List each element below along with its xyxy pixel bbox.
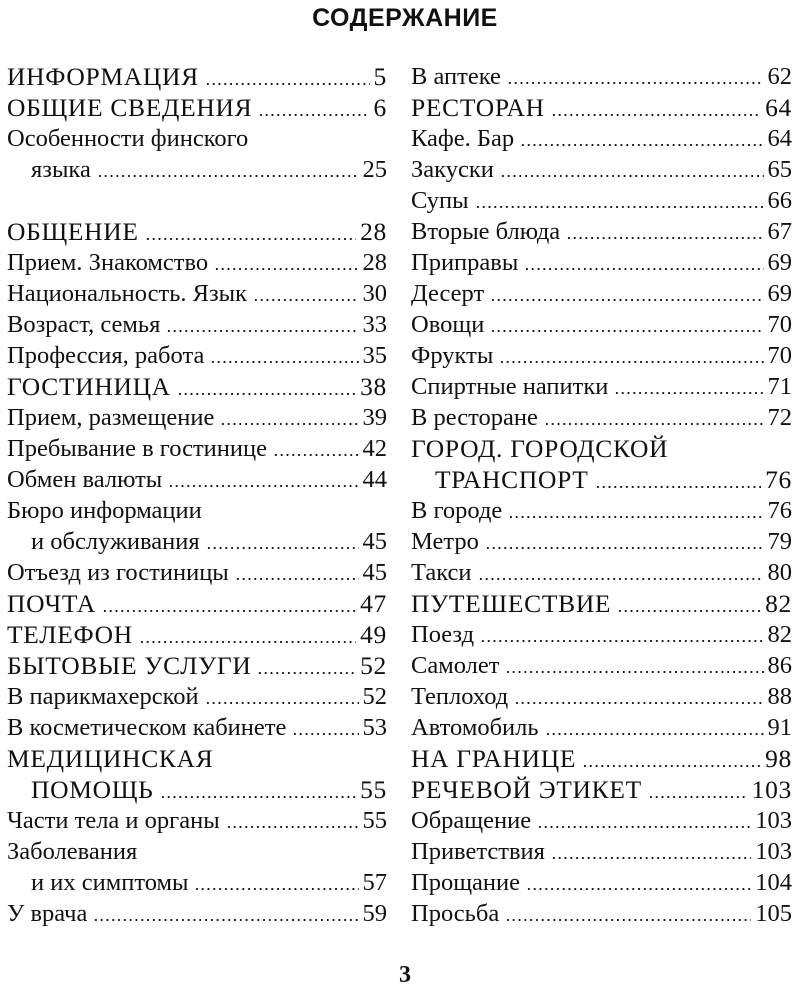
toc-page-number: 25 — [362, 156, 387, 183]
toc-entry-label: Теплоход — [411, 683, 509, 710]
toc-entry[interactable] — [7, 867, 387, 898]
toc-entry[interactable] — [411, 247, 792, 278]
toc-entry-label: ТРАНСПОРТ — [435, 465, 589, 494]
leader-dots — [205, 83, 370, 85]
toc-entry[interactable] — [411, 154, 792, 185]
toc-entry-label: Овощи — [411, 311, 485, 338]
leader-dots — [508, 516, 763, 518]
spacer — [7, 185, 387, 216]
leader-dots — [490, 299, 763, 301]
leader-dots — [205, 702, 359, 704]
leader-dots — [478, 578, 764, 580]
toc-entry[interactable] — [411, 216, 792, 247]
toc-page-number: 76 — [767, 497, 792, 524]
toc-page-number: 52 — [360, 651, 387, 680]
toc-entry[interactable] — [7, 92, 387, 123]
toc-entry-label: и обслуживания — [31, 528, 200, 555]
toc-page-number: 64 — [767, 125, 792, 152]
toc-entry-label: ОБЩИЕ СВЕДЕНИЯ — [7, 93, 253, 122]
toc-entry[interactable] — [7, 898, 387, 929]
toc-entry-label: ОБЩЕНИЕ — [7, 217, 139, 246]
toc-entry[interactable] — [411, 681, 792, 712]
leader-dots — [595, 486, 762, 488]
leader-dots — [475, 206, 764, 208]
toc-page-number: 64 — [765, 93, 792, 122]
toc-entry[interactable] — [411, 743, 792, 774]
toc-entry[interactable] — [7, 216, 387, 247]
toc-entry[interactable] — [411, 588, 792, 619]
toc-entry-label: В ресторане — [411, 404, 538, 431]
toc-entry-label: Поезд — [411, 621, 475, 648]
toc-page-number: 82 — [767, 621, 792, 648]
toc-entry[interactable] — [411, 123, 792, 154]
leader-dots — [253, 299, 359, 301]
toc-page-number: 33 — [362, 311, 387, 338]
toc-entry-line1[interactable]: МЕДИЦИНСКАЯ — [7, 744, 214, 773]
toc-entry[interactable] — [7, 650, 387, 681]
toc-entry[interactable] — [7, 433, 387, 464]
toc-entry[interactable] — [411, 371, 792, 402]
toc-page-number: 5 — [373, 62, 387, 91]
toc-page-number: 55 — [362, 807, 387, 834]
toc-entry-label: языка — [31, 156, 91, 183]
toc-entry[interactable] — [7, 402, 387, 433]
toc-page-number: 45 — [362, 528, 387, 555]
toc-entry-label: Самолет — [411, 652, 500, 679]
toc-entry-label: ТЕЛЕФОН — [7, 620, 133, 649]
toc-entry[interactable] — [411, 92, 792, 123]
toc-page-number: 65 — [767, 156, 792, 183]
toc-page-number: 71 — [767, 373, 792, 400]
toc-page-number: 49 — [360, 620, 387, 649]
toc-entry[interactable] — [411, 836, 792, 867]
toc-page-number: 53 — [362, 714, 387, 741]
leader-dots — [139, 641, 356, 643]
toc-page-number: 104 — [755, 869, 792, 896]
toc-entry[interactable] — [7, 774, 387, 805]
toc-entry-label: Прием, размещение — [7, 404, 215, 431]
toc-entry[interactable] — [7, 464, 387, 495]
toc-page-number: 59 — [362, 900, 387, 927]
leader-dots — [614, 392, 763, 394]
toc-entry-label: и их симптомы — [31, 869, 189, 896]
page-title: СОДЕРЖАНИЕ — [312, 4, 498, 32]
toc-page-number: 57 — [362, 869, 387, 896]
toc-column-right — [411, 61, 792, 929]
toc-entry-label: Кафе. Бар — [411, 125, 515, 152]
toc-entry[interactable] — [411, 712, 792, 743]
toc-page-number: 88 — [767, 683, 792, 710]
toc-entry-label: Прощание — [411, 869, 521, 896]
toc-entry-label: Фрукты — [411, 342, 494, 369]
leader-dots — [226, 826, 359, 828]
toc-entry[interactable] — [411, 61, 792, 92]
toc-page-number: 86 — [767, 652, 792, 679]
toc-entry[interactable] — [411, 867, 792, 898]
toc-entry-label: Такси — [411, 559, 472, 586]
toc-entry-label: Обмен валюты — [7, 466, 163, 493]
toc-entry[interactable] — [7, 278, 387, 309]
toc-page-number: 70 — [767, 342, 792, 369]
leader-dots — [480, 640, 763, 642]
toc-page-number: 67 — [767, 218, 792, 245]
toc-entry[interactable] — [7, 712, 387, 743]
leader-dots — [566, 237, 763, 239]
toc-page-number: 69 — [767, 280, 792, 307]
toc-page-number: 103 — [755, 807, 792, 834]
leader-dots — [500, 175, 764, 177]
toc-page-number: 76 — [765, 465, 792, 494]
toc-entry[interactable] — [7, 371, 387, 402]
toc-page-number: 28 — [362, 249, 387, 276]
toc-page-number: 62 — [767, 63, 792, 90]
toc-entry-label: Приветствия — [411, 838, 545, 865]
toc-entry-label: В косметическом кабинете — [7, 714, 287, 741]
toc-entry[interactable] — [411, 495, 792, 526]
leader-dots — [97, 175, 359, 177]
toc-page-number: 28 — [360, 217, 387, 246]
toc-entry-label: Отъезд из гостиницы — [7, 559, 229, 586]
toc-entry[interactable] — [7, 154, 387, 185]
toc-entry-label: ПОЧТА — [7, 589, 96, 618]
leader-dots — [551, 857, 751, 859]
toc-entry-label: Автомобиль — [411, 714, 539, 741]
toc-entry-label: ПОМОЩЬ — [31, 775, 154, 804]
toc-page-number: 45 — [362, 559, 387, 586]
leader-dots — [168, 485, 358, 487]
toc-entry[interactable] — [7, 247, 387, 278]
toc-page-number: 69 — [767, 249, 792, 276]
toc-page-number: 38 — [360, 372, 387, 401]
toc-entry[interactable] — [411, 898, 792, 929]
leader-dots — [166, 330, 358, 332]
toc-page-number: 103 — [751, 775, 792, 804]
leader-dots — [206, 547, 359, 549]
toc-entry-label: Возраст, семья — [7, 311, 161, 338]
toc-page-number: 66 — [767, 187, 792, 214]
toc-entry-label: Десерт — [411, 280, 485, 307]
toc-entry[interactable] — [411, 309, 792, 340]
toc-entry-label: ГОСТИНИЦА — [7, 372, 171, 401]
leader-dots — [102, 610, 356, 612]
leader-dots — [544, 423, 764, 425]
toc-page-number: 103 — [755, 838, 792, 865]
toc-entry-label: В парикмахерской — [7, 683, 199, 710]
toc-page-number: 42 — [362, 435, 387, 462]
toc-page-number: 79 — [767, 528, 792, 555]
toc-entry[interactable] — [411, 805, 792, 836]
leader-dots — [210, 361, 358, 363]
toc-entry-line1[interactable]: Бюро информации — [7, 497, 202, 524]
toc-entry[interactable] — [7, 61, 387, 92]
toc-column-left — [7, 61, 387, 929]
toc-page-number: 91 — [767, 714, 792, 741]
leader-dots — [194, 888, 358, 890]
toc-entry-label: В аптеке — [411, 63, 501, 90]
toc-entry[interactable] — [7, 526, 387, 557]
page-number: 3 — [399, 962, 411, 988]
toc-page-number: 105 — [755, 900, 792, 927]
toc-entry-label: Метро — [411, 528, 479, 555]
leader-dots — [485, 547, 764, 549]
leader-dots — [257, 672, 356, 674]
toc-entry-line1[interactable]: Заболевания — [7, 838, 138, 865]
leader-dots — [537, 826, 751, 828]
toc-page-number: 44 — [362, 466, 387, 493]
toc-page-number: 6 — [373, 93, 387, 122]
toc-page-number: 80 — [767, 559, 792, 586]
toc-entry[interactable] — [411, 340, 792, 371]
toc-page-number: 72 — [767, 404, 792, 431]
toc-entry[interactable] — [7, 681, 387, 712]
toc-page-number: 52 — [362, 683, 387, 710]
toc-page-number: 35 — [362, 342, 387, 369]
toc-entry-label: Пребывание в гостинице — [7, 435, 267, 462]
leader-dots — [258, 114, 369, 116]
toc-page-number: 47 — [360, 589, 387, 618]
toc-entry-label: ИНФОРМАЦИЯ — [7, 62, 199, 91]
toc-page-number: 70 — [767, 311, 792, 338]
toc-entry-label: Вторые блюда — [411, 218, 561, 245]
toc-entry-label: В городе — [411, 497, 503, 524]
leader-dots — [292, 733, 358, 735]
toc-entry[interactable] — [411, 557, 792, 588]
toc-page-number: 82 — [765, 589, 792, 618]
toc-entry-label: Супы — [411, 187, 469, 214]
leader-dots — [526, 888, 751, 890]
toc-page-number: 98 — [765, 744, 792, 773]
toc-entry-line1[interactable]: Особенности финского — [7, 125, 249, 152]
toc-entry-label: РЕСТОРАН — [411, 93, 545, 122]
leader-dots — [93, 919, 358, 921]
toc-entry[interactable] — [411, 526, 792, 557]
leader-dots — [505, 919, 751, 921]
toc-entry[interactable] — [7, 557, 387, 588]
leader-dots — [524, 268, 763, 270]
toc-entry[interactable] — [411, 402, 792, 433]
toc-entry-label: Части тела и органы — [7, 807, 220, 834]
leader-dots — [160, 796, 357, 798]
leader-dots — [177, 393, 356, 395]
leader-dots — [505, 671, 763, 673]
leader-dots — [617, 610, 761, 612]
toc-entry-label: Просьба — [411, 900, 500, 927]
leader-dots — [499, 361, 763, 363]
leader-dots — [273, 454, 359, 456]
toc-entry-label: Спиртные напитки — [411, 373, 609, 400]
leader-dots — [648, 796, 748, 798]
toc-page-number: 30 — [362, 280, 387, 307]
leader-dots — [582, 765, 761, 767]
toc-entry-label: РЕЧЕВОЙ ЭТИКЕТ — [411, 775, 642, 804]
toc-entry[interactable] — [7, 340, 387, 371]
toc-entry[interactable] — [7, 588, 387, 619]
toc-entry-label: БЫТОВЫЕ УСЛУГИ — [7, 651, 252, 680]
toc-entry[interactable] — [411, 464, 792, 495]
leader-dots — [551, 114, 761, 116]
toc-entry-label: Закуски — [411, 156, 494, 183]
toc-entry-label: НА ГРАНИЦЕ — [411, 744, 577, 773]
toc-entry-label: Национальность. Язык — [7, 280, 247, 307]
toc-entry-label: Обращение — [411, 807, 532, 834]
toc-entry[interactable] — [411, 185, 792, 216]
toc-entry-label: У врача — [7, 900, 88, 927]
leader-dots — [514, 702, 763, 704]
toc-entry[interactable] — [7, 619, 387, 650]
toc-entry-line1[interactable]: ГОРОД. ГОРОДСКОЙ — [411, 434, 669, 463]
leader-dots — [220, 423, 358, 425]
toc-entry[interactable] — [411, 774, 792, 805]
leader-dots — [490, 330, 763, 332]
toc-entry-label: Приправы — [411, 249, 519, 276]
leader-dots — [214, 268, 358, 270]
toc-entry-label: Прием. Знакомство — [7, 249, 209, 276]
toc-entry[interactable] — [7, 309, 387, 340]
leader-dots — [507, 82, 764, 84]
toc-entry[interactable] — [411, 650, 792, 681]
leader-dots — [235, 578, 359, 580]
toc-entry[interactable] — [7, 805, 387, 836]
toc-entry-label: Профессия, работа — [7, 342, 205, 369]
toc-page-number: 55 — [360, 775, 387, 804]
toc-entry[interactable] — [411, 278, 792, 309]
leader-dots — [545, 733, 764, 735]
toc-entry-label: ПУТЕШЕСТВИЕ — [411, 589, 612, 618]
toc-page-number: 39 — [362, 404, 387, 431]
leader-dots — [520, 144, 763, 146]
leader-dots — [145, 238, 356, 240]
toc-entry[interactable] — [411, 619, 792, 650]
